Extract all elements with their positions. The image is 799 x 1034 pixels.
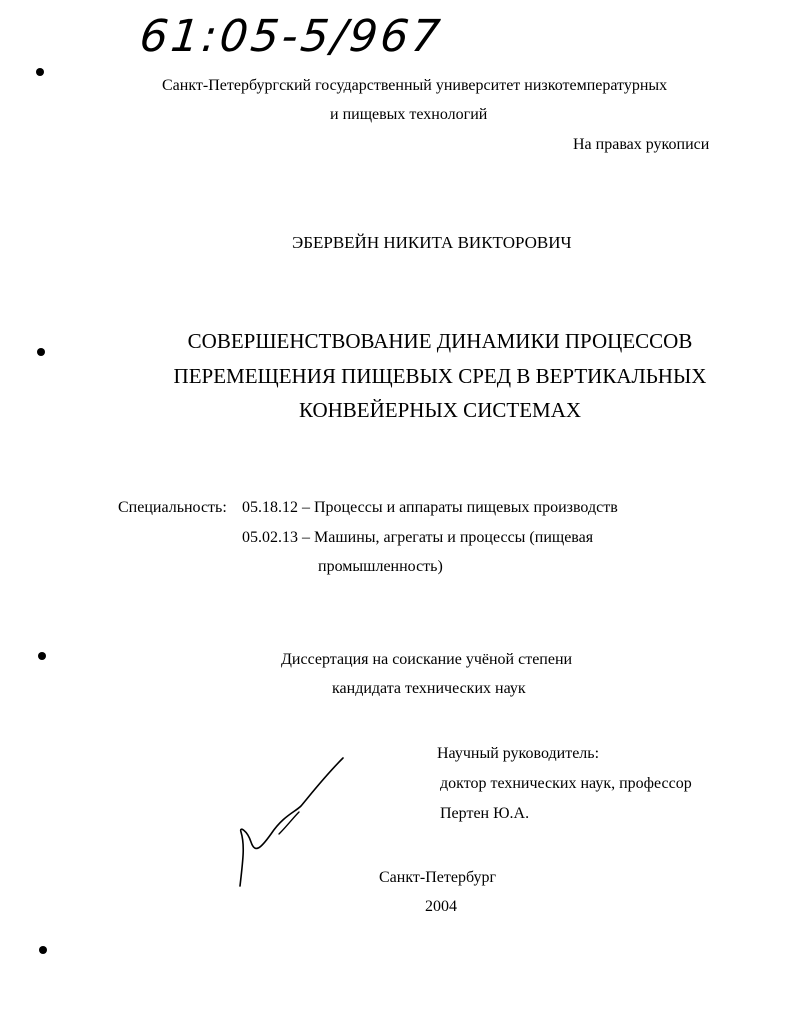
institution-line-1: Санкт-Петербургский государственный университет низкотемпературных xyxy=(162,77,668,94)
dissertation-degree-line-2: кандидата технических наук xyxy=(332,680,526,697)
institution-line-2: и пищевых технологий xyxy=(330,106,488,123)
dissertation-title-line-3: КОНВЕЙЕРНЫХ СИСТЕМАХ xyxy=(298,398,582,422)
specialty-label: Специальность: xyxy=(118,499,227,516)
dissertation-degree-line-1: Диссертация на соискание учёной степени xyxy=(281,651,573,668)
manuscript-rights: На правах рукописи xyxy=(573,136,710,153)
author-name: ЭБЕРВЕЙН НИКИТА ВИКТОРОВИЧ xyxy=(292,233,572,252)
supervisor-label: Научный руководитель: xyxy=(437,745,600,762)
binding-hole-mark xyxy=(39,946,47,954)
specialty-line-2: 05.02.13 – Машины, агрегаты и процессы (пищевая xyxy=(242,529,594,546)
dissertation-title-line-1: СОВЕРШЕНСТВОВАНИЕ ДИНАМИКИ ПРОЦЕССОВ xyxy=(187,329,693,353)
archive-number-handwritten: 61:05-5/967 xyxy=(137,11,446,62)
supervisor-degree: доктор технических наук, профессор xyxy=(440,775,692,792)
city: Санкт-Петербург xyxy=(379,869,497,886)
specialty-line-1: 05.18.12 – Процессы и аппараты пищевых производств xyxy=(242,499,618,516)
binding-hole-mark xyxy=(38,652,46,660)
specialty-line-3: промышленность) xyxy=(318,558,443,575)
supervisor-name: Пертен Ю.А. xyxy=(440,805,530,822)
binding-hole-mark xyxy=(37,348,45,356)
handwritten-signature xyxy=(225,750,355,890)
dissertation-title-line-2: ПЕРЕМЕЩЕНИЯ ПИЩЕВЫХ СРЕД В ВЕРТИКАЛЬНЫХ xyxy=(173,364,707,388)
binding-hole-mark xyxy=(36,68,44,76)
year: 2004 xyxy=(425,898,457,915)
